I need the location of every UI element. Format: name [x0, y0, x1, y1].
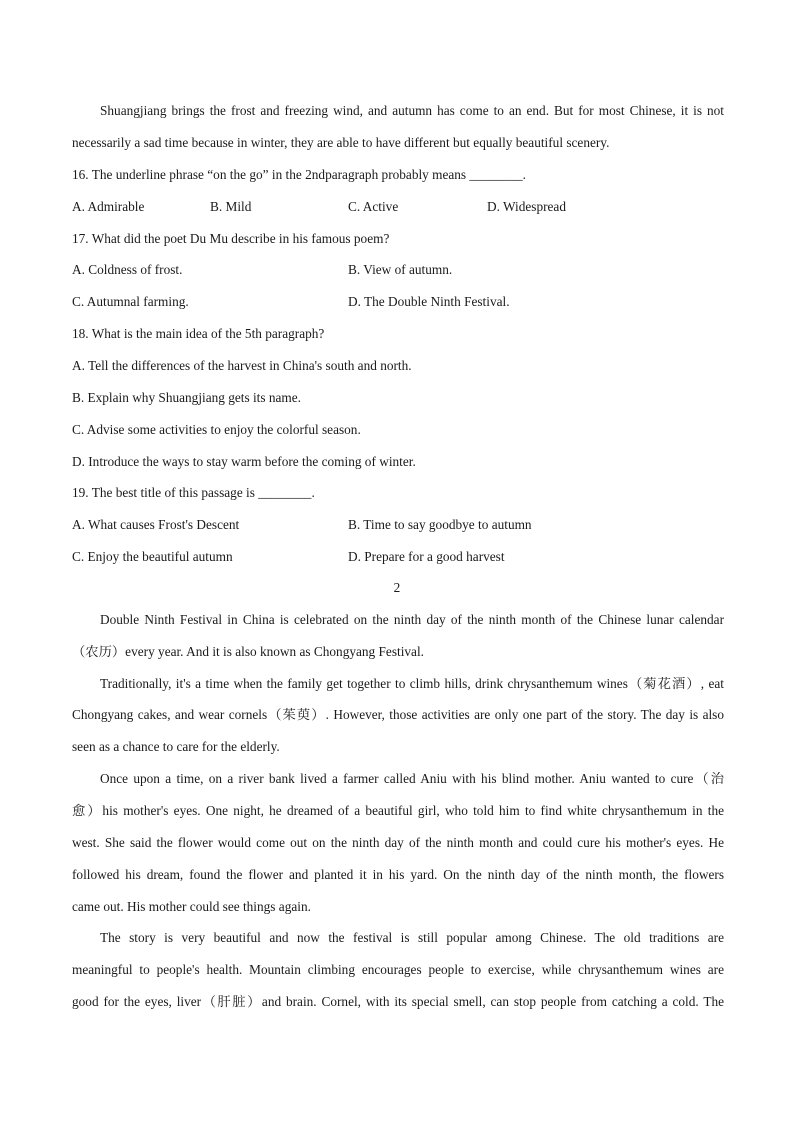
passage2-p3-line-2: 愈）his mother's eyes. One night, he dreamed of a beautiful girl, who told him to find white chrysanthemum in the — [72, 803, 724, 818]
question-18-option-b[interactable]: B. Explain why Shuangjiang gets its name. — [72, 390, 301, 405]
question-18-option-c[interactable]: C. Advise some activities to enjoy the colorful season. — [72, 422, 361, 437]
question-16-stem: 16. The underline phrase “on the go” in the 2ndparagraph probably means ________. — [72, 167, 526, 182]
question-17-option-b[interactable]: B. View of autumn. — [348, 262, 453, 277]
passage2-p4-line-1: The story is very beautiful and now the festival is still popular among Chinese. The old traditions are — [100, 930, 724, 945]
passage2-p3-line-1: Once upon a time, on a river bank lived a farmer called Aniu with his blind mother. Aniu wanted to cure（治 — [100, 771, 724, 786]
passage2-p4-line-2: meaningful to people's health. Mountain climbing encourages people to exercise, while chrysanthemum wines are — [72, 962, 724, 977]
question-19-option-a[interactable]: A. What causes Frost's Descent — [72, 517, 240, 532]
passage2-p2-line-3: seen as a chance to care for the elderly. — [72, 739, 280, 754]
section-number: 2 — [393, 580, 401, 595]
question-16-option-a[interactable]: A. Admirable — [72, 199, 145, 214]
question-17-option-a[interactable]: A. Coldness of frost. — [72, 262, 183, 277]
passage1-line-1: Shuangjiang brings the frost and freezing wind, and autumn has come to an end. But for most Chinese, it is not — [100, 103, 724, 118]
passage2-p3-line-4: followed his dream, found the flower and planted it in his yard. On the ninth day of the ninth month, the flowers — [72, 867, 724, 882]
question-18-option-d[interactable]: D. Introduce the ways to stay warm before the coming of winter. — [72, 454, 416, 469]
question-19-option-b[interactable]: B. Time to say goodbye to autumn — [348, 517, 532, 532]
question-19-stem: 19. The best title of this passage is ________. — [72, 485, 315, 500]
question-16-option-d[interactable]: D. Widespread — [487, 199, 566, 214]
passage2-p1-line-2: （农历）every year. And it is also known as Chongyang Festival. — [72, 644, 424, 659]
passage2-p3-line-3: west. She said the flower would come out on the ninth day of the ninth month and could cure his mother's eyes. He — [72, 835, 724, 850]
question-16-option-b[interactable]: B. Mild — [210, 199, 252, 214]
question-17-stem: 17. What did the poet Du Mu describe in his famous poem? — [72, 231, 390, 246]
question-19-option-d[interactable]: D. Prepare for a good harvest — [348, 549, 505, 564]
passage2-p1-line-1: Double Ninth Festival in China is celebrated on the ninth day of the ninth month of the Chinese lunar calendar — [100, 612, 724, 627]
passage2-p2-line-1: Traditionally, it's a time when the family get together to climb hills, drink chrysanthemum wines（菊花酒）, eat — [100, 676, 724, 691]
question-19-option-c[interactable]: C. Enjoy the beautiful autumn — [72, 549, 233, 564]
question-16-option-c[interactable]: C. Active — [348, 199, 399, 214]
question-18-stem: 18. What is the main idea of the 5th paragraph? — [72, 326, 325, 341]
passage2-p4-line-3: good for the eyes, liver（肝脏）and brain. Cornel, with its special smell, can stop people from catching a cold. The — [72, 994, 724, 1009]
question-17-option-c[interactable]: C. Autumnal farming. — [72, 294, 189, 309]
passage2-p2-line-2: Chongyang cakes, and wear cornels（茱萸）. However, those activities are only one part of the story. The day is also — [72, 707, 724, 722]
question-17-option-d[interactable]: D. The Double Ninth Festival. — [348, 294, 510, 309]
passage1-line-2: necessarily a sad time because in winter, they are able to have different but equally beautiful scenery. — [72, 135, 610, 150]
question-18-option-a[interactable]: A. Tell the differences of the harvest in China's south and north. — [72, 358, 412, 373]
passage2-p3-line-5: came out. His mother could see things again. — [72, 899, 311, 914]
